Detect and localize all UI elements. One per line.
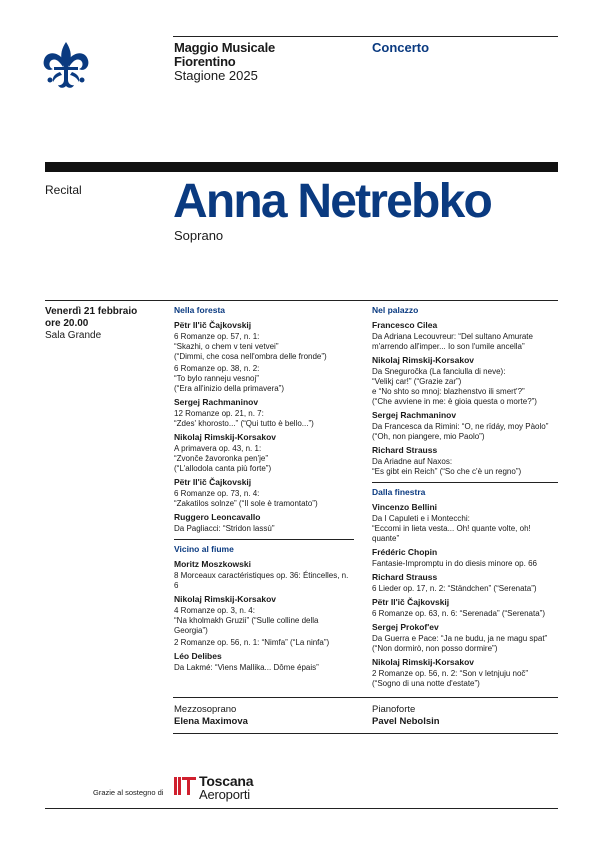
program-piece bbox=[174, 638, 354, 648]
piece-line: “Skazhi, o chem v teni vetvei” bbox=[174, 342, 279, 351]
toscana-aeroporti-logo-icon bbox=[174, 775, 196, 797]
program-section-title: Vicino al fiume bbox=[174, 544, 234, 554]
event-time: ore 20.00 bbox=[45, 318, 89, 329]
piece-line: (“Che avviene in me: è gioia questa o morte?”) bbox=[372, 397, 537, 406]
performer-role: Pianoforte bbox=[372, 704, 416, 715]
program-piece bbox=[372, 367, 558, 407]
piece-line: (“Era all'inizio della primavera”) bbox=[174, 384, 285, 393]
program-piece bbox=[174, 332, 354, 362]
piece-line: Da Sneguročka (La fanciulla di neve): bbox=[372, 367, 506, 376]
piece-line: (“Non dormirò, non posso dormire”) bbox=[372, 644, 498, 653]
composer-name: Pëtr Il'ič Čajkovskij bbox=[174, 477, 252, 487]
composer-name: Nikolaj Rimskij-Korsakov bbox=[372, 657, 475, 667]
program-piece bbox=[174, 606, 354, 636]
section-divider bbox=[174, 539, 354, 540]
voice-type: Soprano bbox=[174, 228, 224, 243]
piece-line: 6 Romanze op. 57, n. 1: bbox=[174, 332, 260, 341]
composer-name: Nikolaj Rimskij-Korsakov bbox=[372, 355, 475, 365]
program-piece bbox=[372, 584, 558, 594]
piece-line: m'arrendo all'imper... Io son l'umile ancella” bbox=[372, 342, 525, 351]
piece-line: “Zakatilos solnze” (“Il sole è tramontato”) bbox=[174, 499, 318, 508]
composer-name: Nikolaj Rimskij-Korsakov bbox=[174, 432, 277, 442]
program-piece bbox=[372, 332, 558, 352]
composer-name: Sergej Rachmaninov bbox=[174, 397, 259, 407]
piece-line: “Zdes' khorosto...” (“Qui tutto è bello...”) bbox=[174, 419, 314, 428]
program-section-title: Nel palazzo bbox=[372, 305, 419, 315]
program-section-title: Dalla finestra bbox=[372, 487, 426, 497]
program-piece bbox=[174, 524, 354, 534]
program-piece bbox=[372, 669, 558, 689]
header-top-rule bbox=[173, 36, 558, 37]
artist-name: Anna Netrebko bbox=[173, 175, 491, 228]
program-piece bbox=[372, 514, 558, 544]
sponsor-name: Toscana bbox=[199, 773, 254, 789]
program-right-column bbox=[372, 305, 558, 689]
performers-bottom-rule bbox=[173, 733, 558, 734]
performer-role: Mezzosoprano bbox=[174, 704, 237, 715]
performer-name: Pavel Nebolsin bbox=[372, 716, 440, 727]
composer-name: Moritz Moszkowski bbox=[174, 559, 251, 569]
composer-name: Sergej Prokof'ev bbox=[372, 622, 439, 632]
performer-2 bbox=[372, 704, 440, 728]
performer-1 bbox=[174, 704, 248, 728]
performer-name: Elena Maximova bbox=[174, 716, 248, 727]
piece-line: 6 Romanze op. 73, n. 4: bbox=[174, 489, 260, 498]
piece-line: Da Adriana Lecouvreur: “Del sultano Amurate bbox=[372, 332, 533, 341]
piece-line: “Na kholmakh Gruzii” (“Sulle colline della Georgia”) bbox=[174, 616, 319, 635]
program-top-rule bbox=[45, 300, 558, 301]
program-left-column bbox=[174, 305, 354, 673]
footer-rule bbox=[45, 808, 558, 809]
program-piece bbox=[174, 364, 354, 394]
piece-line: (“L'allodola canta più forte”) bbox=[174, 464, 272, 473]
sponsor-text: Grazie al sostegno di bbox=[93, 788, 164, 797]
composer-name: Francesco Cilea bbox=[372, 320, 438, 330]
piece-line: Da Pagliacci: “Stridon lassù” bbox=[174, 524, 275, 533]
piece-line: (“Oh, non piangere, mio Paolo”) bbox=[372, 432, 485, 441]
season-label: Stagione 2025 bbox=[174, 68, 258, 83]
piece-line: 12 Romanze op. 21, n. 7: bbox=[174, 409, 264, 418]
program-piece bbox=[372, 559, 558, 569]
title-bar-divider bbox=[45, 162, 558, 172]
sponsor-name-block bbox=[199, 774, 253, 802]
composer-name: Frédéric Chopin bbox=[372, 547, 438, 557]
composer-name: Pëtr Il'ič Čajkovskij bbox=[174, 320, 252, 330]
performers-top-rule bbox=[173, 697, 558, 698]
piece-line: Da Francesca da Rimini: “O, ne rïdáy, moy Pàolo” bbox=[372, 422, 549, 431]
piece-line: “Eccomi in lieta vesta... Oh! quante volte, oh! quante” bbox=[372, 524, 531, 543]
program-section-title: Nella foresta bbox=[174, 305, 226, 315]
section-divider bbox=[372, 482, 558, 483]
category-label: Concerto bbox=[372, 40, 430, 55]
composer-name: Ruggero Leoncavallo bbox=[174, 512, 261, 522]
program-piece bbox=[174, 571, 354, 591]
piece-line: “To bylo ranneju vesnoj” bbox=[174, 374, 259, 383]
program-piece bbox=[372, 609, 558, 619]
piece-line: “Es gibt ein Reich” (“So che c'è un regno”) bbox=[372, 467, 522, 476]
program-piece bbox=[372, 634, 558, 654]
event-date: Venerdì 21 febbraio bbox=[45, 306, 138, 317]
program-piece bbox=[174, 663, 354, 673]
program-piece bbox=[174, 409, 354, 429]
piece-line: 2 Romanze op. 56, n. 1: “Nimfa” (“La ninfa”) bbox=[174, 638, 330, 647]
piece-line: e “No shto so mnoj: blazhenstvo ili smert'?” bbox=[372, 387, 525, 396]
piece-line: Fantasie-Impromptu in do diesis minore op. 66 bbox=[372, 559, 537, 568]
composer-name: Richard Strauss bbox=[372, 445, 438, 455]
composer-name: Vincenzo Bellini bbox=[372, 502, 438, 512]
program-piece bbox=[174, 444, 354, 474]
composer-name: Sergej Rachmaninov bbox=[372, 410, 457, 420]
org-name-line1: Maggio Musicale bbox=[174, 40, 276, 55]
piece-line: 6 Romanze op. 63, n. 6: “Serenada” (“Serenata”) bbox=[372, 609, 545, 618]
piece-line: A primavera op. 43, n. 1: bbox=[174, 444, 262, 453]
piece-line: 4 Romanze op. 3, n. 4: bbox=[174, 606, 255, 615]
piece-line: (“Sogno di una notte d'estate”) bbox=[372, 679, 480, 688]
sponsor-subname: Aeroporti bbox=[199, 787, 250, 802]
piece-line: 6 Lieder op. 17, n. 2: “Ständchen” (“Serenata”) bbox=[372, 584, 537, 593]
event-venue: Sala Grande bbox=[45, 330, 102, 341]
piece-line: “Zvonče žavoronka pen'je” bbox=[174, 454, 269, 463]
recital-label: Recital bbox=[45, 183, 82, 197]
program-piece bbox=[174, 489, 354, 509]
program-piece bbox=[372, 457, 558, 477]
piece-line: Da Guerra e Pace: “Ja ne budu, ja ne magu spat” bbox=[372, 634, 548, 643]
fleur-de-lis-logo-icon bbox=[40, 40, 92, 90]
org-name-line2: Fiorentino bbox=[174, 54, 236, 69]
event-info bbox=[45, 306, 137, 342]
composer-name: Nikolaj Rimskij-Korsakov bbox=[174, 594, 277, 604]
piece-line: (“Dimmi, che cosa nell'ombra delle fronde”) bbox=[174, 352, 327, 361]
composer-name: Léo Delibes bbox=[174, 651, 222, 661]
piece-line: 6 Romanze op. 38, n. 2: bbox=[174, 364, 260, 373]
program-piece bbox=[372, 422, 558, 442]
piece-line: Da Ariadne auf Naxos: bbox=[372, 457, 453, 466]
piece-line: 2 Romanze op. 56, n. 2: “Son v letnjuju noč” bbox=[372, 669, 529, 678]
piece-line: Da Lakmé: “Viens Mallika... Dôme épais” bbox=[174, 663, 319, 672]
piece-line: “Velikj car!” (“Grazie zar”) bbox=[372, 377, 462, 386]
piece-line: 8 Morceaux caractéristiques op. 36: Étincelles, n. 6 bbox=[174, 571, 349, 590]
piece-line: Da I Capuleti e i Montecchi: bbox=[372, 514, 470, 523]
composer-name: Pëtr Il'ič Čajkovskij bbox=[372, 597, 450, 607]
composer-name: Richard Strauss bbox=[372, 572, 438, 582]
